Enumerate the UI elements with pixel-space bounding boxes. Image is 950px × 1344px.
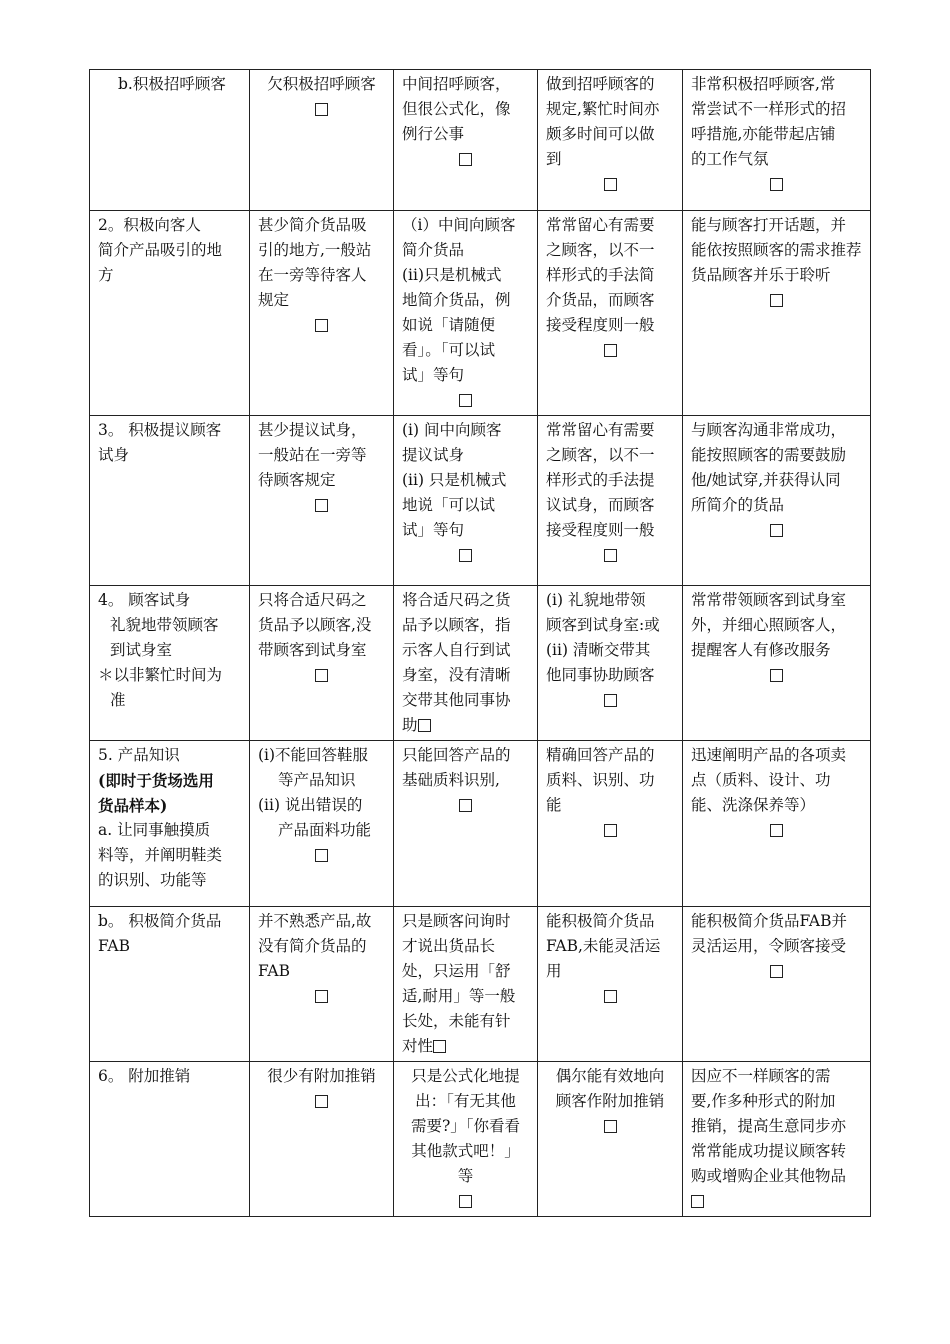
level-cell (538, 907, 683, 1062)
cell-text: 规定,繁忙时间亦 (546, 100, 660, 118)
cell-text: 颇多时间可以做 (546, 125, 655, 143)
cell-text: 到试身室 (110, 641, 173, 659)
cell-text: 能、洗涤保养等） (691, 796, 816, 814)
cell-text: (ii) 说出错误的 (258, 796, 363, 814)
cell-text: 用 (546, 962, 562, 980)
checkbox[interactable] (604, 824, 617, 837)
level-cell (538, 741, 683, 907)
cell-text: 货品予以顾客,没 (258, 616, 372, 634)
cell-text: 6。 附加推销 (98, 1067, 191, 1085)
cell-text: 将合适尺码之货 (402, 591, 511, 609)
level-cell (250, 416, 394, 586)
criterion-cell (90, 416, 250, 586)
checkbox[interactable] (315, 1095, 328, 1108)
cell-text: 很少有附加推销 (267, 1067, 376, 1085)
level-cell (538, 70, 683, 211)
cell-text: 偶尔能有效地向 (555, 1067, 665, 1085)
cell-text: 示客人自行到试 (402, 641, 511, 659)
cell-text: 能按照顾客的需要鼓励 (691, 446, 847, 464)
cell-text: (即时于货场选用 (98, 771, 214, 790)
level-cell (683, 741, 871, 907)
cell-text: 货品顾客并乐于聆听 (691, 266, 831, 284)
cell-text: 地简介货品，例 (402, 291, 511, 309)
checkbox[interactable] (604, 549, 617, 562)
table-row (90, 741, 871, 907)
cell-text: 样形式的手法提 (546, 471, 655, 489)
cell-text: (ii)只是机械式 (402, 266, 502, 284)
cell-text: 只能回答产品的 (402, 746, 511, 764)
cell-text: 到 (546, 150, 562, 168)
cell-text: 样形式的手法简 (546, 266, 655, 284)
level-cell (683, 416, 871, 586)
cell-text: 规定 (258, 291, 290, 309)
table-row (90, 70, 871, 211)
cell-text: 常常留心有需要 (546, 216, 655, 234)
checkbox[interactable] (418, 719, 431, 732)
checkbox[interactable] (770, 965, 783, 978)
cell-text: 礼貌地带领顾客 (110, 616, 219, 634)
cell-text: 待顾客规定 (258, 471, 336, 489)
checkbox[interactable] (459, 549, 472, 562)
level-cell (683, 907, 871, 1062)
checkbox[interactable] (433, 1040, 446, 1053)
level-cell (394, 741, 538, 907)
cell-text: 处，只运用「舒 (402, 962, 511, 980)
criterion-cell (90, 1062, 250, 1217)
cell-text: 只是顾客问询时 (402, 912, 511, 930)
cell-text: (ii) 只是机械式 (402, 471, 507, 489)
cell-text: 适,耐用」等一般 (402, 987, 516, 1005)
cell-text: 购或增购企业其他物品 (691, 1167, 847, 1185)
cell-text: 料等，并阐明鞋类 (98, 846, 223, 864)
checkbox[interactable] (459, 394, 472, 407)
cell-text: 货品样本) (98, 796, 168, 815)
cell-text: 需要?」「你看看 (410, 1117, 521, 1135)
cell-text: 才说出货品长 (402, 937, 496, 955)
level-cell (538, 416, 683, 586)
cell-text: 他/她试穿,并获得认同 (691, 471, 841, 489)
cell-text: 提议试身 (402, 446, 465, 464)
checkbox[interactable] (604, 344, 617, 357)
cell-text: a. 让同事触摸质 (98, 821, 211, 839)
level-cell (538, 211, 683, 416)
checkbox[interactable] (315, 103, 328, 116)
cell-text: 只将合适尺码之 (258, 591, 367, 609)
cell-text: 没有简介货品的 (258, 937, 367, 955)
cell-text: 能积极简介货品FAB并 (691, 912, 847, 930)
cell-text: 能与顾客打开话题，并 (691, 216, 847, 234)
checkbox[interactable] (459, 1195, 472, 1208)
cell-text: 3。 积极提议顾客 (98, 421, 222, 439)
cell-text: 议试身，而顾客 (546, 496, 655, 514)
cell-text: 基础质料识别, (402, 771, 500, 789)
checkbox[interactable] (604, 694, 617, 707)
checkbox[interactable] (315, 990, 328, 1003)
table-row (90, 211, 871, 416)
table-row (90, 1062, 871, 1217)
checkbox[interactable] (604, 1120, 617, 1133)
table-row (90, 416, 871, 586)
checkbox[interactable] (315, 319, 328, 332)
cell-text: （i）中间向顾客 (402, 216, 516, 234)
level-cell (394, 211, 538, 416)
cell-text: 要,作多种形式的附加 (691, 1092, 836, 1110)
cell-text: 能依按照顾客的需求推荐 (691, 241, 862, 259)
cell-text: 准 (110, 691, 126, 709)
cell-text: (ii) 清晰交带其 (546, 641, 651, 659)
cell-text: 在一旁等待客人 (258, 266, 367, 284)
level-cell (683, 1062, 871, 1217)
cell-text: 顾客到试身室:或 (546, 616, 660, 634)
cell-text: 能 (546, 796, 562, 814)
cell-text: 所简介的货品 (691, 496, 785, 514)
cell-text: 对性 (402, 1037, 434, 1055)
cell-text: 品予以顾客，指 (402, 616, 511, 634)
level-cell (683, 70, 871, 211)
cell-text: 地说「可以试 (402, 496, 496, 514)
cell-text: 试身 (98, 446, 130, 464)
criterion-cell (90, 907, 250, 1062)
level-cell (538, 586, 683, 741)
checkbox[interactable] (770, 178, 783, 191)
cell-text: 提醒客人有修改服务 (691, 641, 831, 659)
cell-text: 等 (457, 1167, 474, 1185)
cell-text: 常尝试不一样形式的招 (691, 100, 847, 118)
criterion-cell (90, 741, 250, 907)
cell-text: 方 (98, 266, 114, 284)
cell-text: 等产品知识 (278, 771, 356, 789)
cell-text: 但很公式化，像 (402, 100, 511, 118)
cell-text: 呼措施,亦能带起店铺 (691, 125, 836, 143)
cell-text: 如说「请随便 (402, 316, 496, 334)
cell-text: 介货品，而顾客 (546, 291, 655, 309)
cell-text: 简介产品吸引的地 (98, 241, 223, 259)
checkbox[interactable] (315, 669, 328, 682)
cell-text: 的工作气氛 (691, 150, 769, 168)
level-cell (683, 586, 871, 741)
cell-text: 只是公式化地提 (411, 1067, 520, 1085)
level-cell (250, 907, 394, 1062)
cell-text: FAB (98, 937, 130, 955)
cell-text: 接受程度则一般 (546, 521, 655, 539)
cell-text: 看」。「可以试 (402, 341, 496, 359)
cell-text: 灵活运用，令顾客接受 (691, 937, 847, 955)
level-cell (394, 70, 538, 211)
criterion-cell (90, 70, 250, 211)
cell-text: 迅速阐明产品的各项卖 (691, 746, 847, 764)
cell-text: 出：「有无其他 (415, 1092, 516, 1110)
cell-text: 其他款式吧！」 (411, 1142, 520, 1160)
cell-text: 他同事协助顾客 (546, 666, 655, 684)
checkbox[interactable] (691, 1195, 704, 1208)
cell-text: 5. 产品知识 (98, 746, 180, 764)
cell-text: 与顾客沟通非常成功， (691, 421, 847, 439)
cell-text: FAB (258, 962, 290, 980)
cell-text: 点（质料、设计、功 (691, 771, 831, 789)
level-cell (538, 1062, 683, 1217)
cell-text: 甚少提议试身， (258, 421, 367, 439)
cell-text: 试」等句 (402, 521, 465, 539)
level-cell (683, 211, 871, 416)
cell-text: 甚少简介货品吸 (258, 216, 367, 234)
checkbox[interactable] (604, 990, 617, 1003)
checkbox[interactable] (315, 849, 328, 862)
cell-text: 引的地方,一般站 (258, 241, 372, 259)
cell-text: 试」等句 (402, 366, 465, 384)
cell-text: 接受程度则一般 (546, 316, 655, 334)
level-cell (250, 741, 394, 907)
level-cell (250, 1062, 394, 1217)
criterion-cell (90, 211, 250, 416)
level-cell (394, 907, 538, 1062)
cell-text: 4。 顾客试身 (98, 591, 191, 609)
checkbox[interactable] (770, 524, 783, 537)
cell-text: (i) 间中向顾客 (402, 421, 502, 439)
criterion-cell (90, 586, 250, 741)
checkbox[interactable] (770, 294, 783, 307)
checkbox[interactable] (315, 499, 328, 512)
checkbox[interactable] (770, 824, 783, 837)
level-cell (394, 1062, 538, 1217)
checkbox[interactable] (604, 178, 617, 191)
cell-text: 之顾客，以不一 (546, 446, 655, 464)
cell-text: (i)不能回答鞋服 (258, 746, 369, 764)
cell-text: 常常留心有需要 (546, 421, 655, 439)
cell-text: 之顾客，以不一 (546, 241, 655, 259)
cell-text: 交带其他同事协 (402, 691, 511, 709)
cell-text: (i) 礼貌地带领 (546, 591, 646, 609)
cell-text: 带顾客到试身室 (258, 641, 367, 659)
evaluation-table (89, 69, 871, 1217)
cell-text: 长处，未能有针 (402, 1012, 511, 1030)
cell-text: 身室，没有清晰 (402, 666, 511, 684)
cell-text: ＊以非繁忙时间为 (98, 666, 223, 684)
checkbox[interactable] (459, 799, 472, 812)
cell-text: 外，并细心照顾客人， (691, 616, 847, 634)
cell-text: FAB,未能灵活运 (546, 937, 661, 955)
cell-text: b。 积极简介货品 (98, 912, 222, 930)
cell-text: 质料、识别、功 (546, 771, 655, 789)
cell-text: 推销，提高生意同步亦 (691, 1117, 847, 1135)
cell-text: 简介货品 (402, 241, 465, 259)
level-cell (250, 211, 394, 416)
level-cell (250, 70, 394, 211)
cell-text: 助 (402, 716, 418, 734)
cell-text: 常常能成功提议顾客转 (691, 1142, 847, 1160)
cell-text: 中间招呼顾客， (402, 75, 511, 93)
cell-text: 的识别、功能等 (98, 871, 207, 889)
cell-text: 能积极简介货品 (546, 912, 655, 930)
table-row (90, 907, 871, 1062)
checkbox[interactable] (770, 669, 783, 682)
cell-text: 顾客作附加推销 (555, 1092, 665, 1110)
cell-text: b.积极招呼顾客 (118, 75, 226, 93)
cell-text: 非常积极招呼顾客,常 (691, 75, 836, 93)
checkbox[interactable] (459, 153, 472, 166)
cell-text: 因应不一样顾客的需 (691, 1067, 831, 1085)
cell-text: 2。积极向客人 (98, 216, 201, 234)
cell-text: 精确回答产品的 (546, 746, 655, 764)
cell-text: 一般站在一旁等 (258, 446, 367, 464)
cell-text: 产品面料功能 (278, 821, 372, 839)
level-cell (394, 416, 538, 586)
table-row (90, 586, 871, 741)
cell-text: 欠积极招呼顾客 (267, 75, 376, 93)
cell-text: 例行公事 (402, 125, 465, 143)
cell-text: 做到招呼顾客的 (546, 75, 655, 93)
level-cell (394, 586, 538, 741)
cell-text: 常常带领顾客到试身室 (691, 591, 847, 609)
level-cell (250, 586, 394, 741)
cell-text: 并不熟悉产品,故 (258, 912, 372, 930)
